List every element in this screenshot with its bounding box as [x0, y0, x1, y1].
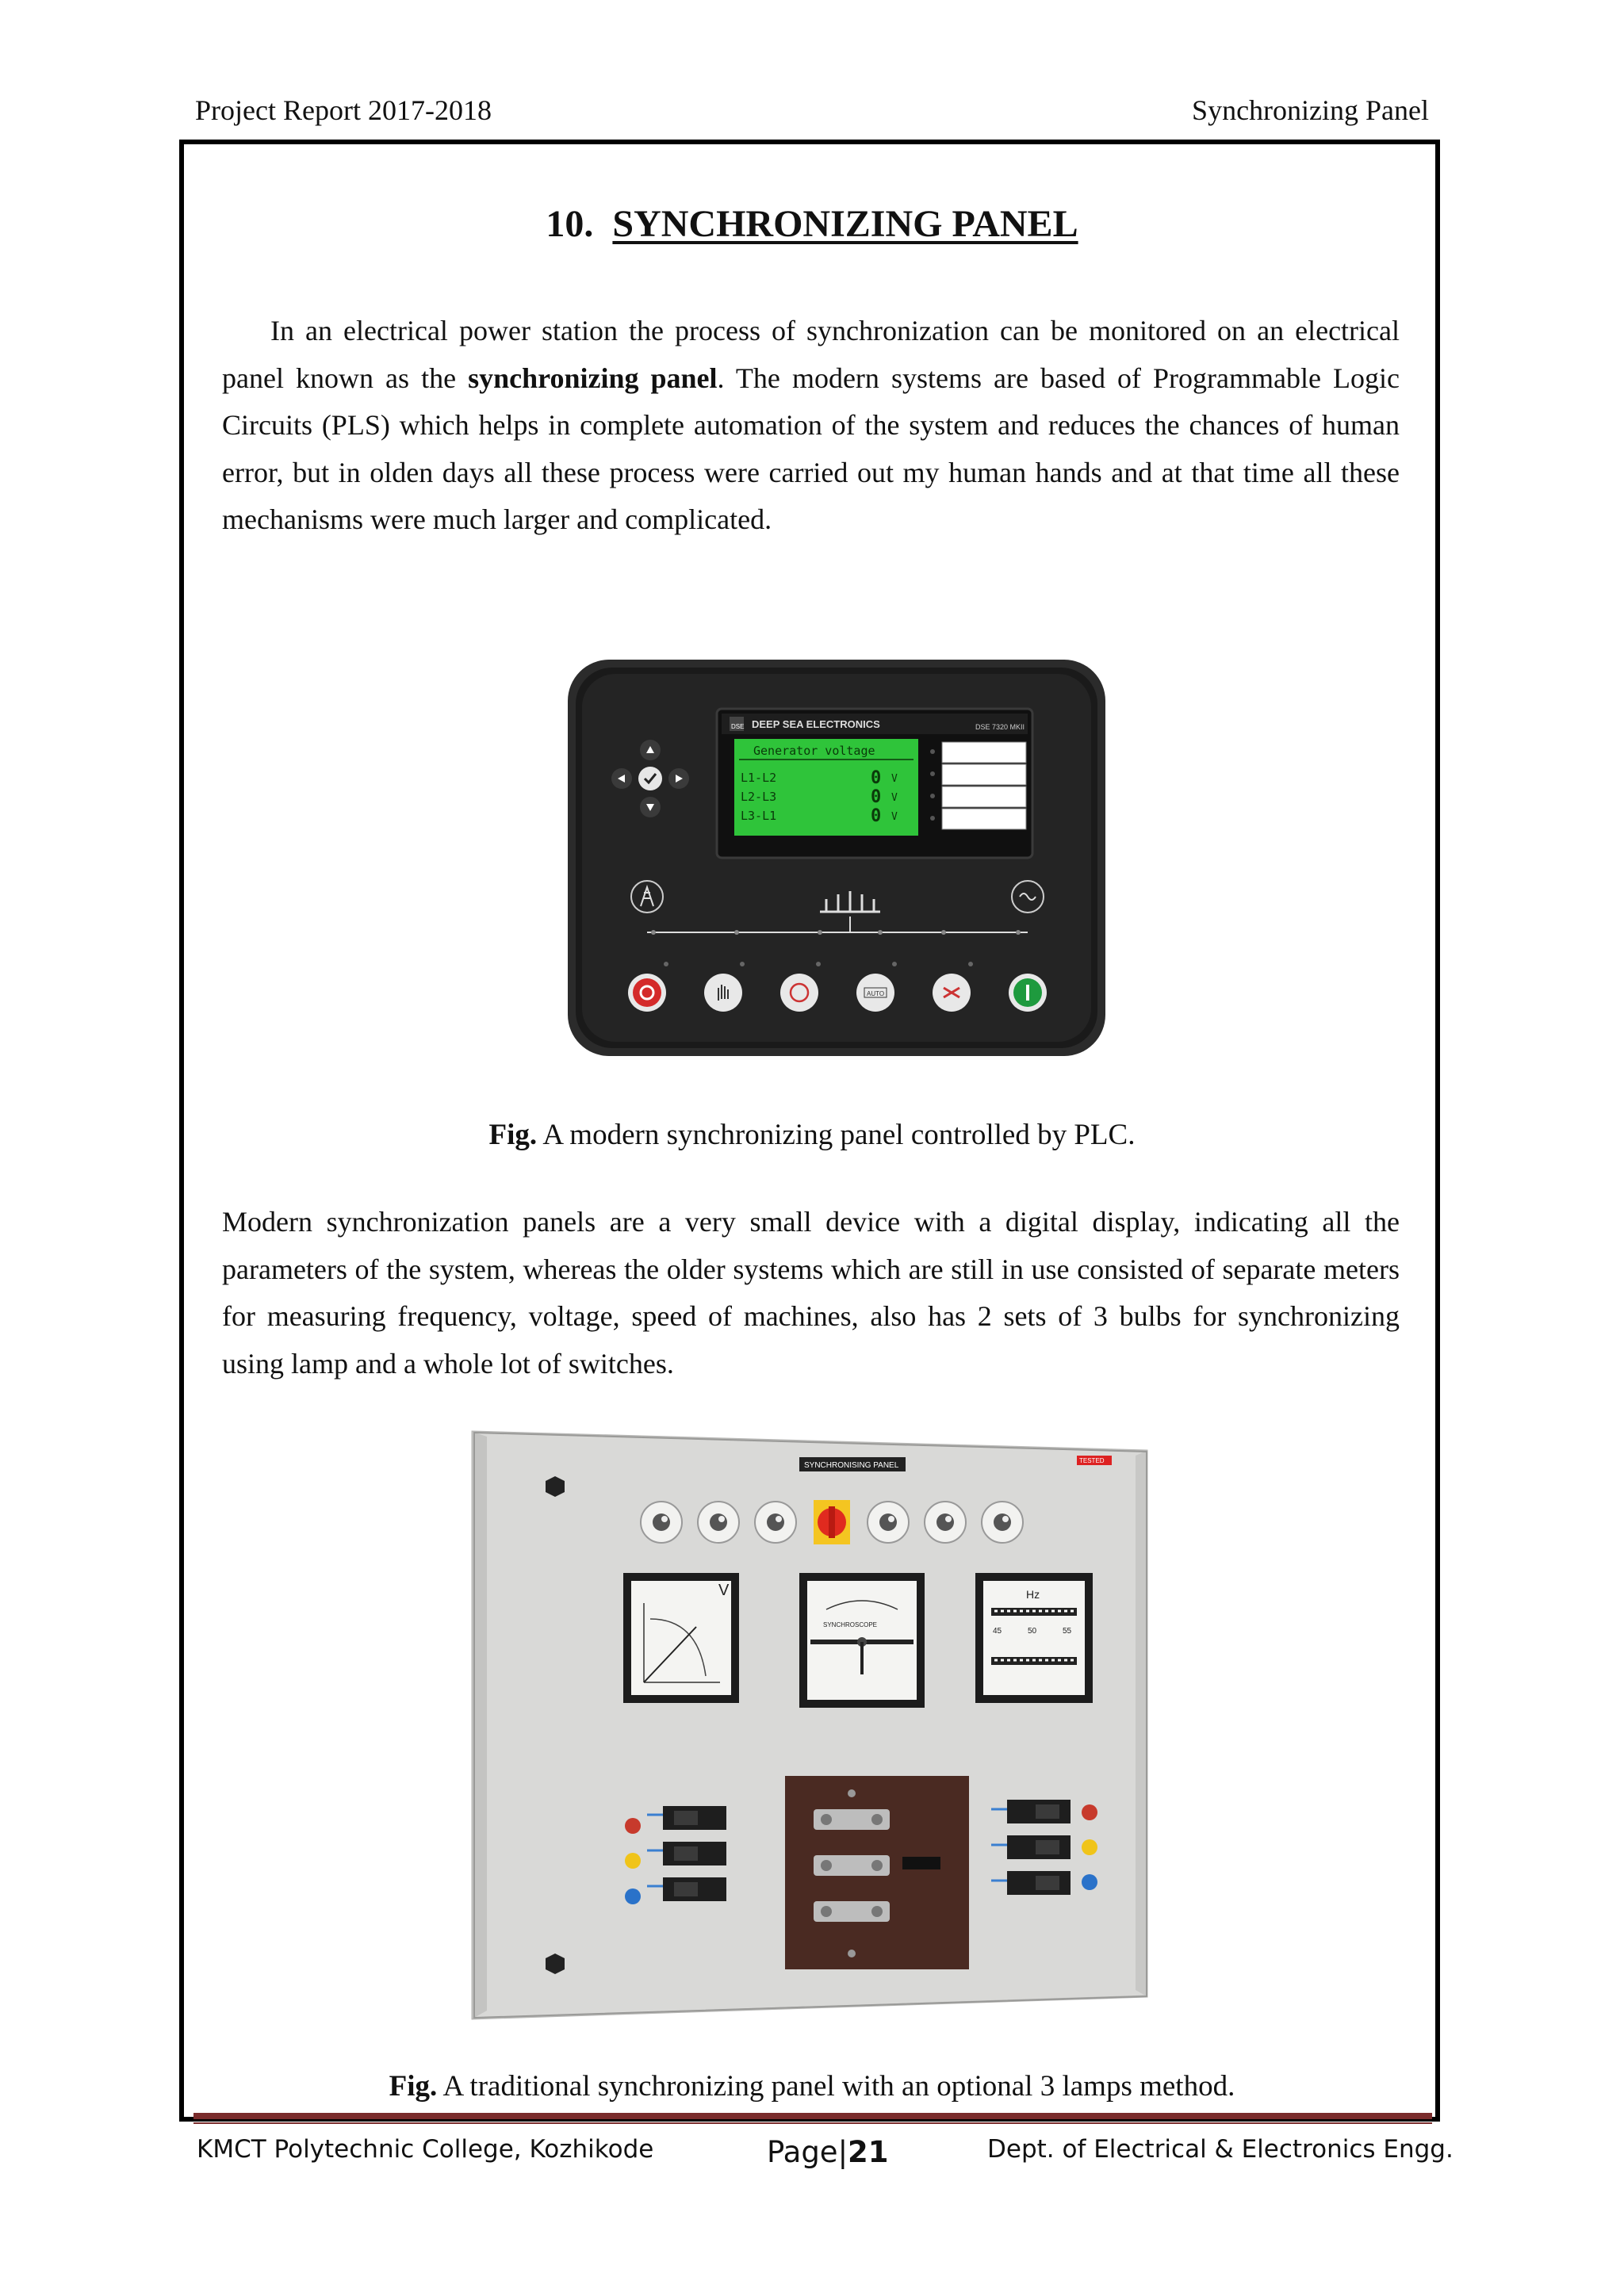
- frequency-meter: [975, 1573, 1093, 1703]
- main-switch: [785, 1776, 969, 1969]
- footer-rule-thin: [193, 2122, 1432, 2124]
- lcd-row-unit: V: [891, 792, 898, 804]
- lcd-row-value: 0: [871, 806, 882, 826]
- figure1-caption: [0, 1118, 1624, 1152]
- page-prefix: Page|: [767, 2135, 848, 2169]
- lcd-row-unit: V: [891, 811, 898, 823]
- intro-text-2: . The modern systems are based of Programmable Logic Circuits (PLS) which helps in complete automation of the system and reduces the chances of human error, but in olden days all these process were carried out my human hands and at that time all these mechanisms were much larger and complicated.: [222, 362, 1400, 535]
- lcd-row-unit: V: [891, 773, 898, 785]
- lcd-row-label: L1-L2: [741, 771, 777, 785]
- dse-logo: DSE: [731, 723, 745, 730]
- model-label: DSE 7320 MKII: [975, 723, 1025, 731]
- figure2-caption: [0, 2069, 1624, 2103]
- figure1-caption-label: Fig.: [488, 1119, 538, 1151]
- lcd-row-label: L3-L1: [741, 809, 777, 823]
- body-paragraph: Modern synchronization panels are a very small device with a digital display, indicating all the parameters of the system, whereas the older systems which are still in use consisted of separate meters for measuring frequency, voltage, speed of machines, also has 2 sets of 3 bulbs for synchronizing using lamp and a whole lot of switches.: [222, 1206, 1400, 1380]
- frequency-unit: Hz: [1026, 1588, 1040, 1601]
- footer-page: [767, 2135, 889, 2169]
- section-number: 10.: [546, 203, 594, 245]
- lcd-row-value: 0: [871, 768, 882, 788]
- footer-left: KMCT Polytechnic College, Kozhikode: [197, 2135, 654, 2164]
- footer-right: Dept. of Electrical & Electronics Engg.: [987, 2135, 1454, 2164]
- header-left: Project Report 2017-2018: [195, 94, 492, 126]
- auto-button-label: AUTO: [867, 990, 885, 997]
- section-title: SYNCHRONIZING PANEL: [612, 203, 1078, 245]
- brand-label: DEEP SEA ELECTRONICS: [752, 718, 880, 730]
- panel-label: SYNCHRONISING PANEL: [804, 1461, 899, 1470]
- footer-rule: [193, 2113, 1432, 2119]
- frequency-tick: 50: [1028, 1627, 1037, 1636]
- modern-controller-image: [565, 656, 1109, 1059]
- intro-bold-term: synchronizing panel: [468, 362, 718, 394]
- voltmeter-unit: V: [718, 1582, 730, 1599]
- intro-paragraph: [222, 308, 1400, 544]
- page-title: [0, 202, 1624, 246]
- traditional-panel-image: [468, 1429, 1155, 2022]
- lcd-title: Generator voltage: [753, 744, 875, 758]
- intro-text-1: In an electrical power station the process of synchronization can be monitored on an electrical panel known as the: [222, 315, 1400, 394]
- header-right: Synchronizing Panel: [1192, 94, 1429, 126]
- voltmeter: [623, 1573, 739, 1703]
- figure2-caption-label: Fig.: [389, 2070, 438, 2103]
- lcd-row-label: L2-L3: [741, 790, 777, 804]
- tested-tag: TESTED: [1079, 1457, 1105, 1464]
- figure1-caption-text: A modern synchronizing panel controlled by PLC.: [537, 1119, 1136, 1151]
- lcd-row-value: 0: [871, 787, 882, 807]
- frequency-tick: 45: [993, 1627, 1002, 1636]
- frequency-tick: 55: [1063, 1627, 1072, 1636]
- figure2-caption-text: A traditional synchronizing panel with an optional 3 lamps method.: [437, 2070, 1235, 2103]
- synchroscope-label: SYNCHROSCOPE: [823, 1621, 878, 1628]
- page-number: 21: [848, 2135, 889, 2169]
- synchroscope: [799, 1573, 925, 1708]
